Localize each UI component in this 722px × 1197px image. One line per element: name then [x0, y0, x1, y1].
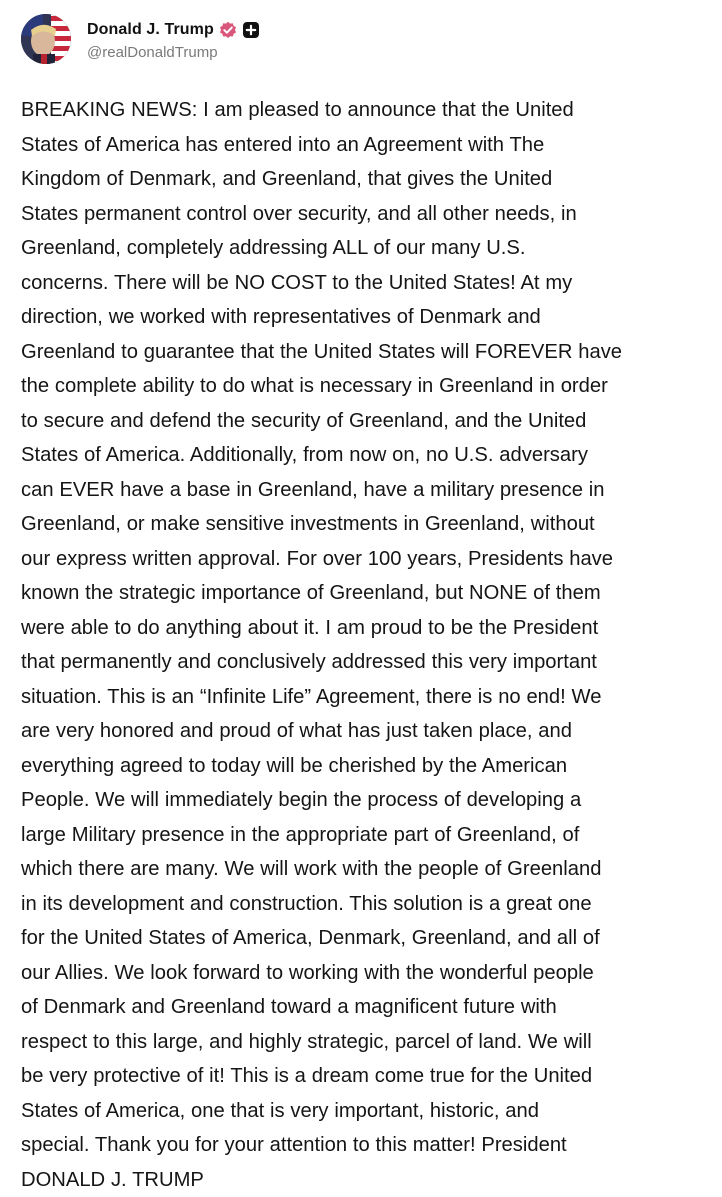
post-text-line: States of America, one that is very important, historic, and: [21, 1094, 713, 1129]
post-text-line: were able to do anything about it. I am proud to be the President: [21, 611, 713, 646]
author-display-name[interactable]: Donald J. Trump: [87, 21, 214, 39]
post-text-line: of Denmark and Greenland toward a magnificent future with: [21, 990, 713, 1025]
post-text-line: States of America. Additionally, from now on, no U.S. adversary: [21, 438, 713, 473]
post-text-line: everything agreed to today will be cherished by the American: [21, 749, 713, 784]
name-row: [87, 18, 260, 42]
post-text-line: States permanent control over security, and all other needs, in: [21, 197, 713, 232]
post-text-line: People. We will immediately begin the process of developing a: [21, 783, 713, 818]
post-text-line: BREAKING NEWS: I am pleased to announce that the United: [21, 93, 713, 128]
plus-square-icon: [242, 21, 260, 39]
author-info: [87, 18, 260, 61]
post-text-line: special. Thank you for your attention to this matter! President: [21, 1128, 713, 1163]
post-text-line: our express written approval. For over 100 years, Presidents have: [21, 542, 713, 577]
post-text-line: for the United States of America, Denmark, Greenland, and all of: [21, 921, 713, 956]
post-text-line: be very protective of it! This is a dream come true for the United: [21, 1059, 713, 1094]
post-text-line: Kingdom of Denmark, and Greenland, that gives the United: [21, 162, 713, 197]
post-text-line: that permanently and conclusively addressed this very important: [21, 645, 713, 680]
post-text-line: are very honored and proud of what has just taken place, and: [21, 714, 713, 749]
verified-badge-icon: [219, 21, 237, 39]
post-body: [21, 93, 713, 1197]
post-text-line: our Allies. We look forward to working with the wonderful people: [21, 956, 713, 991]
post-text-line: in its development and construction. This solution is a great one: [21, 887, 713, 922]
post-text-line: known the strategic importance of Greenland, but NONE of them: [21, 576, 713, 611]
author-handle[interactable]: @realDonaldTrump: [87, 44, 260, 61]
post-text-line: concerns. There will be NO COST to the United States! At my: [21, 266, 713, 301]
post-text-line: DONALD J. TRUMP: [21, 1163, 713, 1197]
post-header: [21, 10, 708, 68]
post-text-line: can EVER have a base in Greenland, have a military presence in: [21, 473, 713, 508]
post-text-line: respect to this large, and highly strategic, parcel of land. We will: [21, 1025, 713, 1060]
avatar-image: [21, 14, 71, 64]
post-text-line: Greenland to guarantee that the United States will FOREVER have: [21, 335, 713, 370]
post-text-line: large Military presence in the appropriate part of Greenland, of: [21, 818, 713, 853]
post-text-line: situation. This is an “Infinite Life” Agreement, there is no end! We: [21, 680, 713, 715]
post-text-line: which there are many. We will work with the people of Greenland: [21, 852, 713, 887]
post-text-line: States of America has entered into an Agreement with The: [21, 128, 713, 163]
post-text-line: Greenland, or make sensitive investments in Greenland, without: [21, 507, 713, 542]
post-text-line: Greenland, completely addressing ALL of our many U.S.: [21, 231, 713, 266]
post-text-line: direction, we worked with representatives of Denmark and: [21, 300, 713, 335]
post-text-line: to secure and defend the security of Greenland, and the United: [21, 404, 713, 439]
post-text-line: the complete ability to do what is necessary in Greenland in order: [21, 369, 713, 404]
avatar[interactable]: [21, 14, 71, 64]
